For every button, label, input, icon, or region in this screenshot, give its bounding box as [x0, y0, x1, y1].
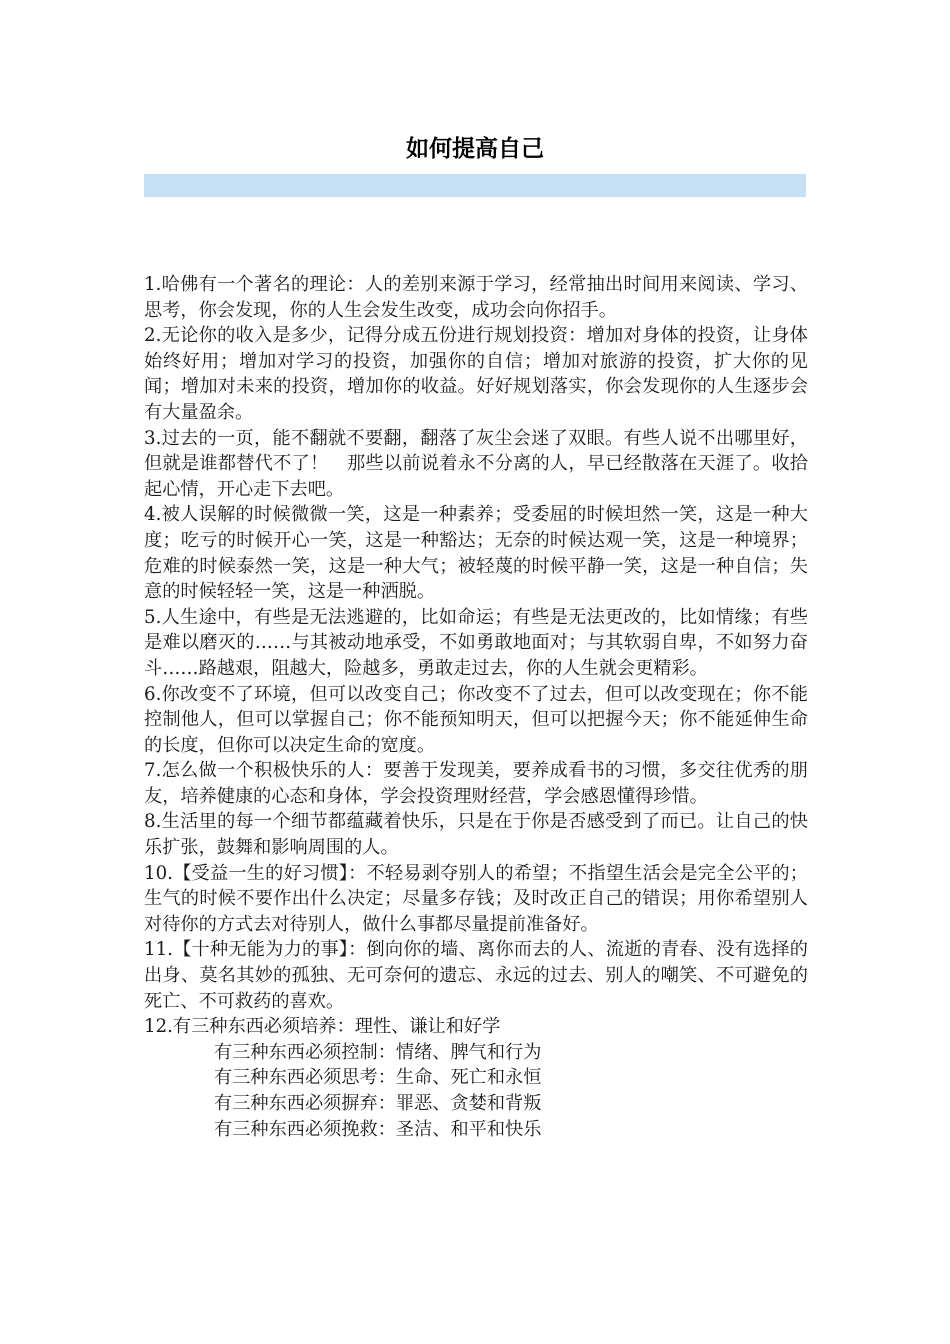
paragraph-7: 7.怎么做一个积极快乐的人：要善于发现美，要养成看书的习惯，多交往优秀的朋友，培养健康的心态和身体，学会投资理财经营，学会感恩懂得珍惜。: [144, 760, 808, 807]
paragraph-12: 12.有三种东西必须培养：理性、谦让和好学: [144, 1016, 501, 1038]
paragraph-12-line-save: 有三种东西必须挽救：圣洁、和平和快乐: [214, 1118, 542, 1140]
document-body: [144, 272, 808, 1142]
paragraph-5: 5.人生途中，有些是无法逃避的，比如命运；有些是无法更改的，比如情缘；有些是难以磨灭的……与其被动地承受，不如勇敢地面对；与其软弱自卑，不如努力奋斗……路越艰，阻越大，险越多，勇敢走过去，你的人生就会更精彩。: [144, 606, 808, 679]
paragraph-12-line-control: 有三种东西必须控制：情绪、脾气和行为: [214, 1041, 542, 1063]
paragraph-1: 1.哈佛有一个著名的理论：人的差别来源于学习，经常抽出时间用来阅读、学习、思考，你会发现，你的人生会发生改变，成功会向你招手。: [144, 274, 808, 321]
title-underline-band: [144, 174, 806, 197]
paragraph-6: 6.你改变不了环境，但可以改变自己；你改变不了过去，但可以改变现在；你不能控制他人，但可以掌握自己；你不能预知明天，但可以把握今天；你不能延伸生命的长度，但你可以决定生命的宽度。: [144, 683, 808, 756]
paragraph-12-line-think: 有三种东西必须思考：生命、死亡和永恒: [214, 1067, 542, 1089]
paragraph-3: 3.过去的一页，能不翻就不要翻，翻落了灰尘会迷了双眼。有些人说不出哪里好，但就是谁都替代不了！ 那些以前说着永不分离的人，早已经散落在天涯了。收拾起心情，开心走下去吧。: [144, 427, 808, 500]
paragraph-4: 4.被人误解的时候微微一笑，这是一种素养；受委屈的时候坦然一笑，这是一种大度；吃亏的时候开心一笑，这是一种豁达；无奈的时候达观一笑，这是一种境界；危难的时候泰然一笑，这是一种大气；被轻蔑的时候平静一笑，这是一种自信；失意的时候轻轻一笑，这是一种洒脱。: [144, 504, 808, 603]
document-title: 如何提高自己: [406, 136, 544, 162]
paragraph-2: 2.无论你的收入是多少，记得分成五份进行规划投资：增加对身体的投资，让身体始终好用；增加对学习的投资，加强你的自信；增加对旅游的投资，扩大你的见闻；增加对未来的投资，增加你的收益。好好规划落实，你会发现你的人生逐步会有大量盈余。: [144, 325, 808, 423]
paragraph-12-line-abandon: 有三种东西必须摒弃：罪恶、贪婪和背叛: [214, 1093, 542, 1114]
paragraph-8: 8.生活里的每一个细节都蕴藏着快乐，只是在于你是否感受到了而已。让自己的快乐扩张，鼓舞和影响周围的人。: [144, 811, 808, 859]
paragraph-10: 10.【受益一生的好习惯】：不轻易剥夺别人的希望；不指望生活会是完全公平的；生气的时候不要作出什么决定；尽量多存钱；及时改正自己的错误；用你希望别人对待你的方式去对待别人，做什么事都尽量提前准备好。: [144, 862, 808, 935]
paragraph-11: 11.【十种无能为力的事】：倒向你的墙、离你而去的人、流逝的青春、没有选择的出身、莫名其妙的孤独、无可奈何的遗忘、永远的过去、别人的嘲笑、不可避免的死亡、不可救药的喜欢。: [144, 939, 808, 1012]
